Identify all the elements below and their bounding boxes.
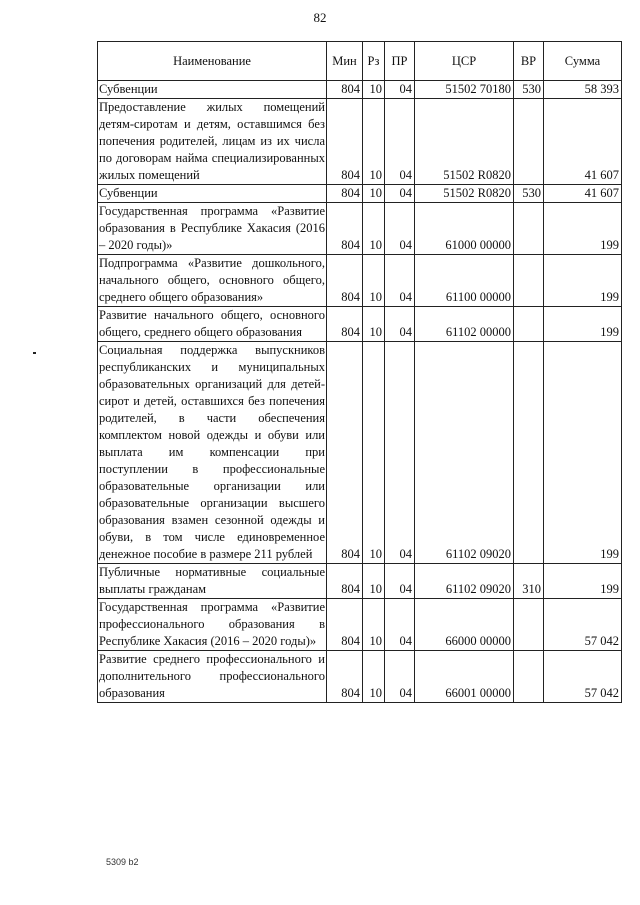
page-number: 82 [313,10,327,25]
row-pr: 04 [385,599,415,651]
row-rz: 10 [363,185,385,203]
table-row [98,99,622,185]
table-row [98,564,622,599]
row-csr: 51502 R0820 [415,99,514,185]
row-name: Государственная программа «Развитие профессионального образования в Республике Хакасия (2016 – 2020 годы)» [98,599,327,651]
row-name: Развитие начального общего, основного общего, среднего общего образования [98,307,327,342]
row-sum: 199 [544,255,622,307]
row-rz: 10 [363,599,385,651]
row-sum: 199 [544,307,622,342]
row-name: Публичные нормативные социальные выплаты гражданам [98,564,327,599]
row-rz: 10 [363,203,385,255]
row-min: 804 [327,81,363,99]
table-row [98,599,622,651]
row-vr [514,99,544,185]
row-pr: 04 [385,564,415,599]
table-header-row [98,42,622,81]
header-min: Мин [327,42,363,81]
margin-mark [33,352,36,354]
row-name: Субвенции [98,81,327,99]
row-name: Социальная поддержка выпускников республиканских и муниципальных образовательных организаций для детей-сирот и детей, оставшихся без попечения родителей, в части обеспечения комплектом новой одежды и обуви или выплата им компенсации при поступлении в профессиональные образовательные организации или образовательные организации высшего образования взамен сезонной одежды и обуви, в том числе единовременное денежное пособие в размере 211 рублей [98,342,327,564]
row-sum: 199 [544,342,622,564]
row-min: 804 [327,255,363,307]
row-name: Предоставление жилых помещений детям-сиротам и детям, оставшимся без попечения родителей, лицам из их числа по договорам найма специализированных жилых помещений [98,99,327,185]
row-sum: 57 042 [544,651,622,703]
row-csr: 51502 70180 [415,81,514,99]
row-pr: 04 [385,255,415,307]
row-vr: 530 [514,185,544,203]
row-csr: 61000 00000 [415,203,514,255]
header-name: Наименование [98,42,327,81]
row-min: 804 [327,342,363,564]
row-min: 804 [327,203,363,255]
row-min: 804 [327,185,363,203]
row-pr: 04 [385,342,415,564]
row-csr: 61102 09020 [415,564,514,599]
header-vr: ВР [514,42,544,81]
row-sum: 199 [544,203,622,255]
row-sum: 41 607 [544,99,622,185]
row-name: Государственная программа «Развитие образования в Республике Хакасия (2016 – 2020 годы)» [98,203,327,255]
row-rz: 10 [363,342,385,564]
row-csr: 51502 R0820 [415,185,514,203]
table-row [98,651,622,703]
row-name: Подпрограмма «Развитие дошкольного, начального общего, основного общего, среднего общего образования» [98,255,327,307]
row-pr: 04 [385,203,415,255]
row-rz: 10 [363,99,385,185]
table-row [98,255,622,307]
table-row [98,81,622,99]
table-row [98,342,622,564]
row-csr: 66000 00000 [415,599,514,651]
row-csr: 61100 00000 [415,255,514,307]
row-name: Развитие среднего профессионального и дополнительного профессионального образования [98,651,327,703]
row-vr [514,203,544,255]
row-pr: 04 [385,185,415,203]
row-vr: 310 [514,564,544,599]
row-rz: 10 [363,564,385,599]
row-pr: 04 [385,651,415,703]
row-vr [514,342,544,564]
row-rz: 10 [363,651,385,703]
table-row [98,307,622,342]
row-pr: 04 [385,99,415,185]
row-vr [514,599,544,651]
row-vr [514,307,544,342]
row-pr: 04 [385,81,415,99]
header-sum: Сумма [544,42,622,81]
row-rz: 10 [363,307,385,342]
table-row [98,185,622,203]
header-pr: ПР [385,42,415,81]
row-vr [514,255,544,307]
budget-table [97,41,622,703]
row-rz: 10 [363,81,385,99]
row-vr: 530 [514,81,544,99]
table-row [98,203,622,255]
row-min: 804 [327,307,363,342]
row-sum: 57 042 [544,599,622,651]
header-csr: ЦСР [415,42,514,81]
row-sum: 41 607 [544,185,622,203]
row-csr: 66001 00000 [415,651,514,703]
row-pr: 04 [385,307,415,342]
row-sum: 58 393 [544,81,622,99]
row-vr [514,651,544,703]
row-min: 804 [327,564,363,599]
header-rz: Рз [363,42,385,81]
row-sum: 199 [544,564,622,599]
row-min: 804 [327,651,363,703]
footer-code: 5309 b2 [106,857,139,867]
row-csr: 61102 00000 [415,307,514,342]
row-rz: 10 [363,255,385,307]
row-name: Субвенции [98,185,327,203]
row-min: 804 [327,599,363,651]
row-min: 804 [327,99,363,185]
row-csr: 61102 09020 [415,342,514,564]
